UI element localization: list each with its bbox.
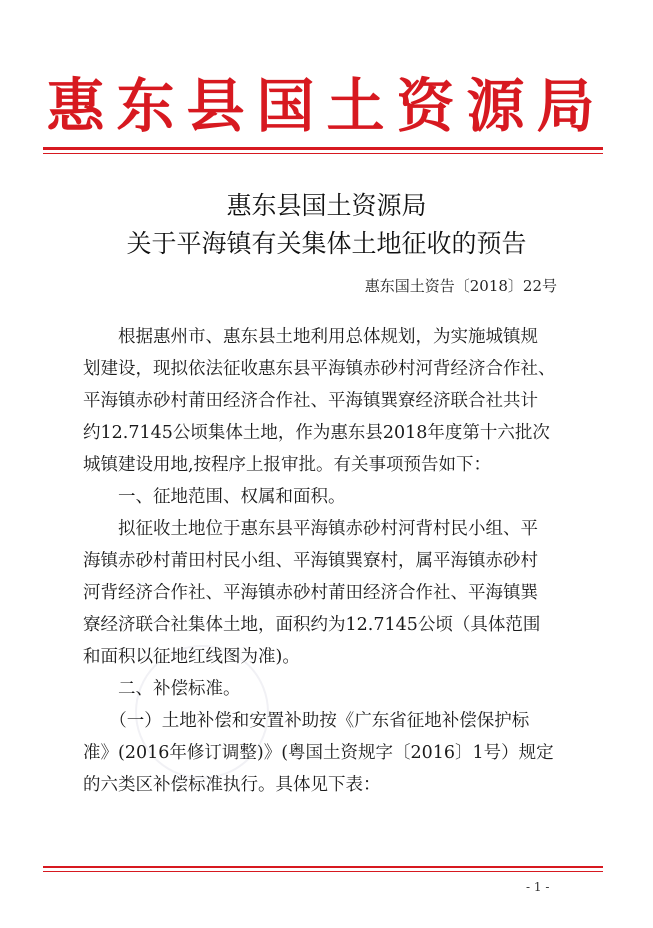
org-masthead-title: 惠东县国土资源局 [46, 72, 607, 140]
heading-text: 二、补偿标准。 [83, 679, 241, 699]
footer-rule-thick [43, 866, 603, 868]
paragraph-line: 城镇建设用地,按程序上报审批。有关事项预告如下： [83, 455, 492, 475]
paragraph-line: 和面积以征地红线图为准)。 [83, 647, 300, 667]
document-title-line1: 惠东县国土资源局 [226, 191, 427, 220]
document-title-line2: 关于平海镇有关集体土地征收的预告 [126, 229, 527, 258]
paragraph-scope [83, 513, 578, 673]
paragraph-compensation [83, 705, 578, 801]
document-number: 惠东国土资告〔2018〕22号 [364, 277, 557, 295]
section-heading-2 [83, 673, 578, 705]
footer-rule-thin [43, 871, 603, 872]
paragraph-line: 划建设，现拟依法征收惠东县平海镇赤砂村河背经济合作社、 [83, 359, 556, 379]
page-number: - 1 - [526, 880, 550, 894]
paragraph-intro [83, 321, 578, 481]
masthead-rule-thick [43, 147, 603, 150]
masthead [0, 66, 653, 146]
paragraph-line: 河背经济合作社、平海镇赤砂村莆田经济合作社、平海镇巽 [83, 583, 538, 603]
paragraph-line: 拟征收土地位于惠东县平海镇赤砂村河背村民小组、平 [83, 519, 538, 539]
paragraph-line: 准》(2016年修订调整)》(粤国土资规字〔2016〕1号）规定 [83, 743, 554, 763]
heading-text: 一、征地范围、权属和面积。 [83, 487, 346, 507]
paragraph-line: 海镇赤砂村莆田村民小组、平海镇巽寮村，属平海镇赤砂村 [83, 551, 538, 571]
paragraph-line: 寮经济联合社集体土地，面积约为12.7145公顷（具体范围 [83, 615, 541, 635]
paragraph-line: （一）土地补偿和安置补助按《广东省征地补偿保护标 [83, 711, 530, 731]
paragraph-line: 的六类区补偿标准执行。具体见下表： [83, 775, 381, 795]
paragraph-line: 根据惠州市、惠东县土地利用总体规划，为实施城镇规 [83, 327, 538, 347]
section-heading-1 [83, 481, 578, 513]
paragraph-line: 约12.7145公顷集体土地，作为惠东县2018年度第十六批次 [83, 423, 550, 443]
paragraph-line: 平海镇赤砂村莆田经济合作社、平海镇巽寮经济联合社共计 [83, 391, 538, 411]
masthead-rule-thin [43, 153, 603, 154]
